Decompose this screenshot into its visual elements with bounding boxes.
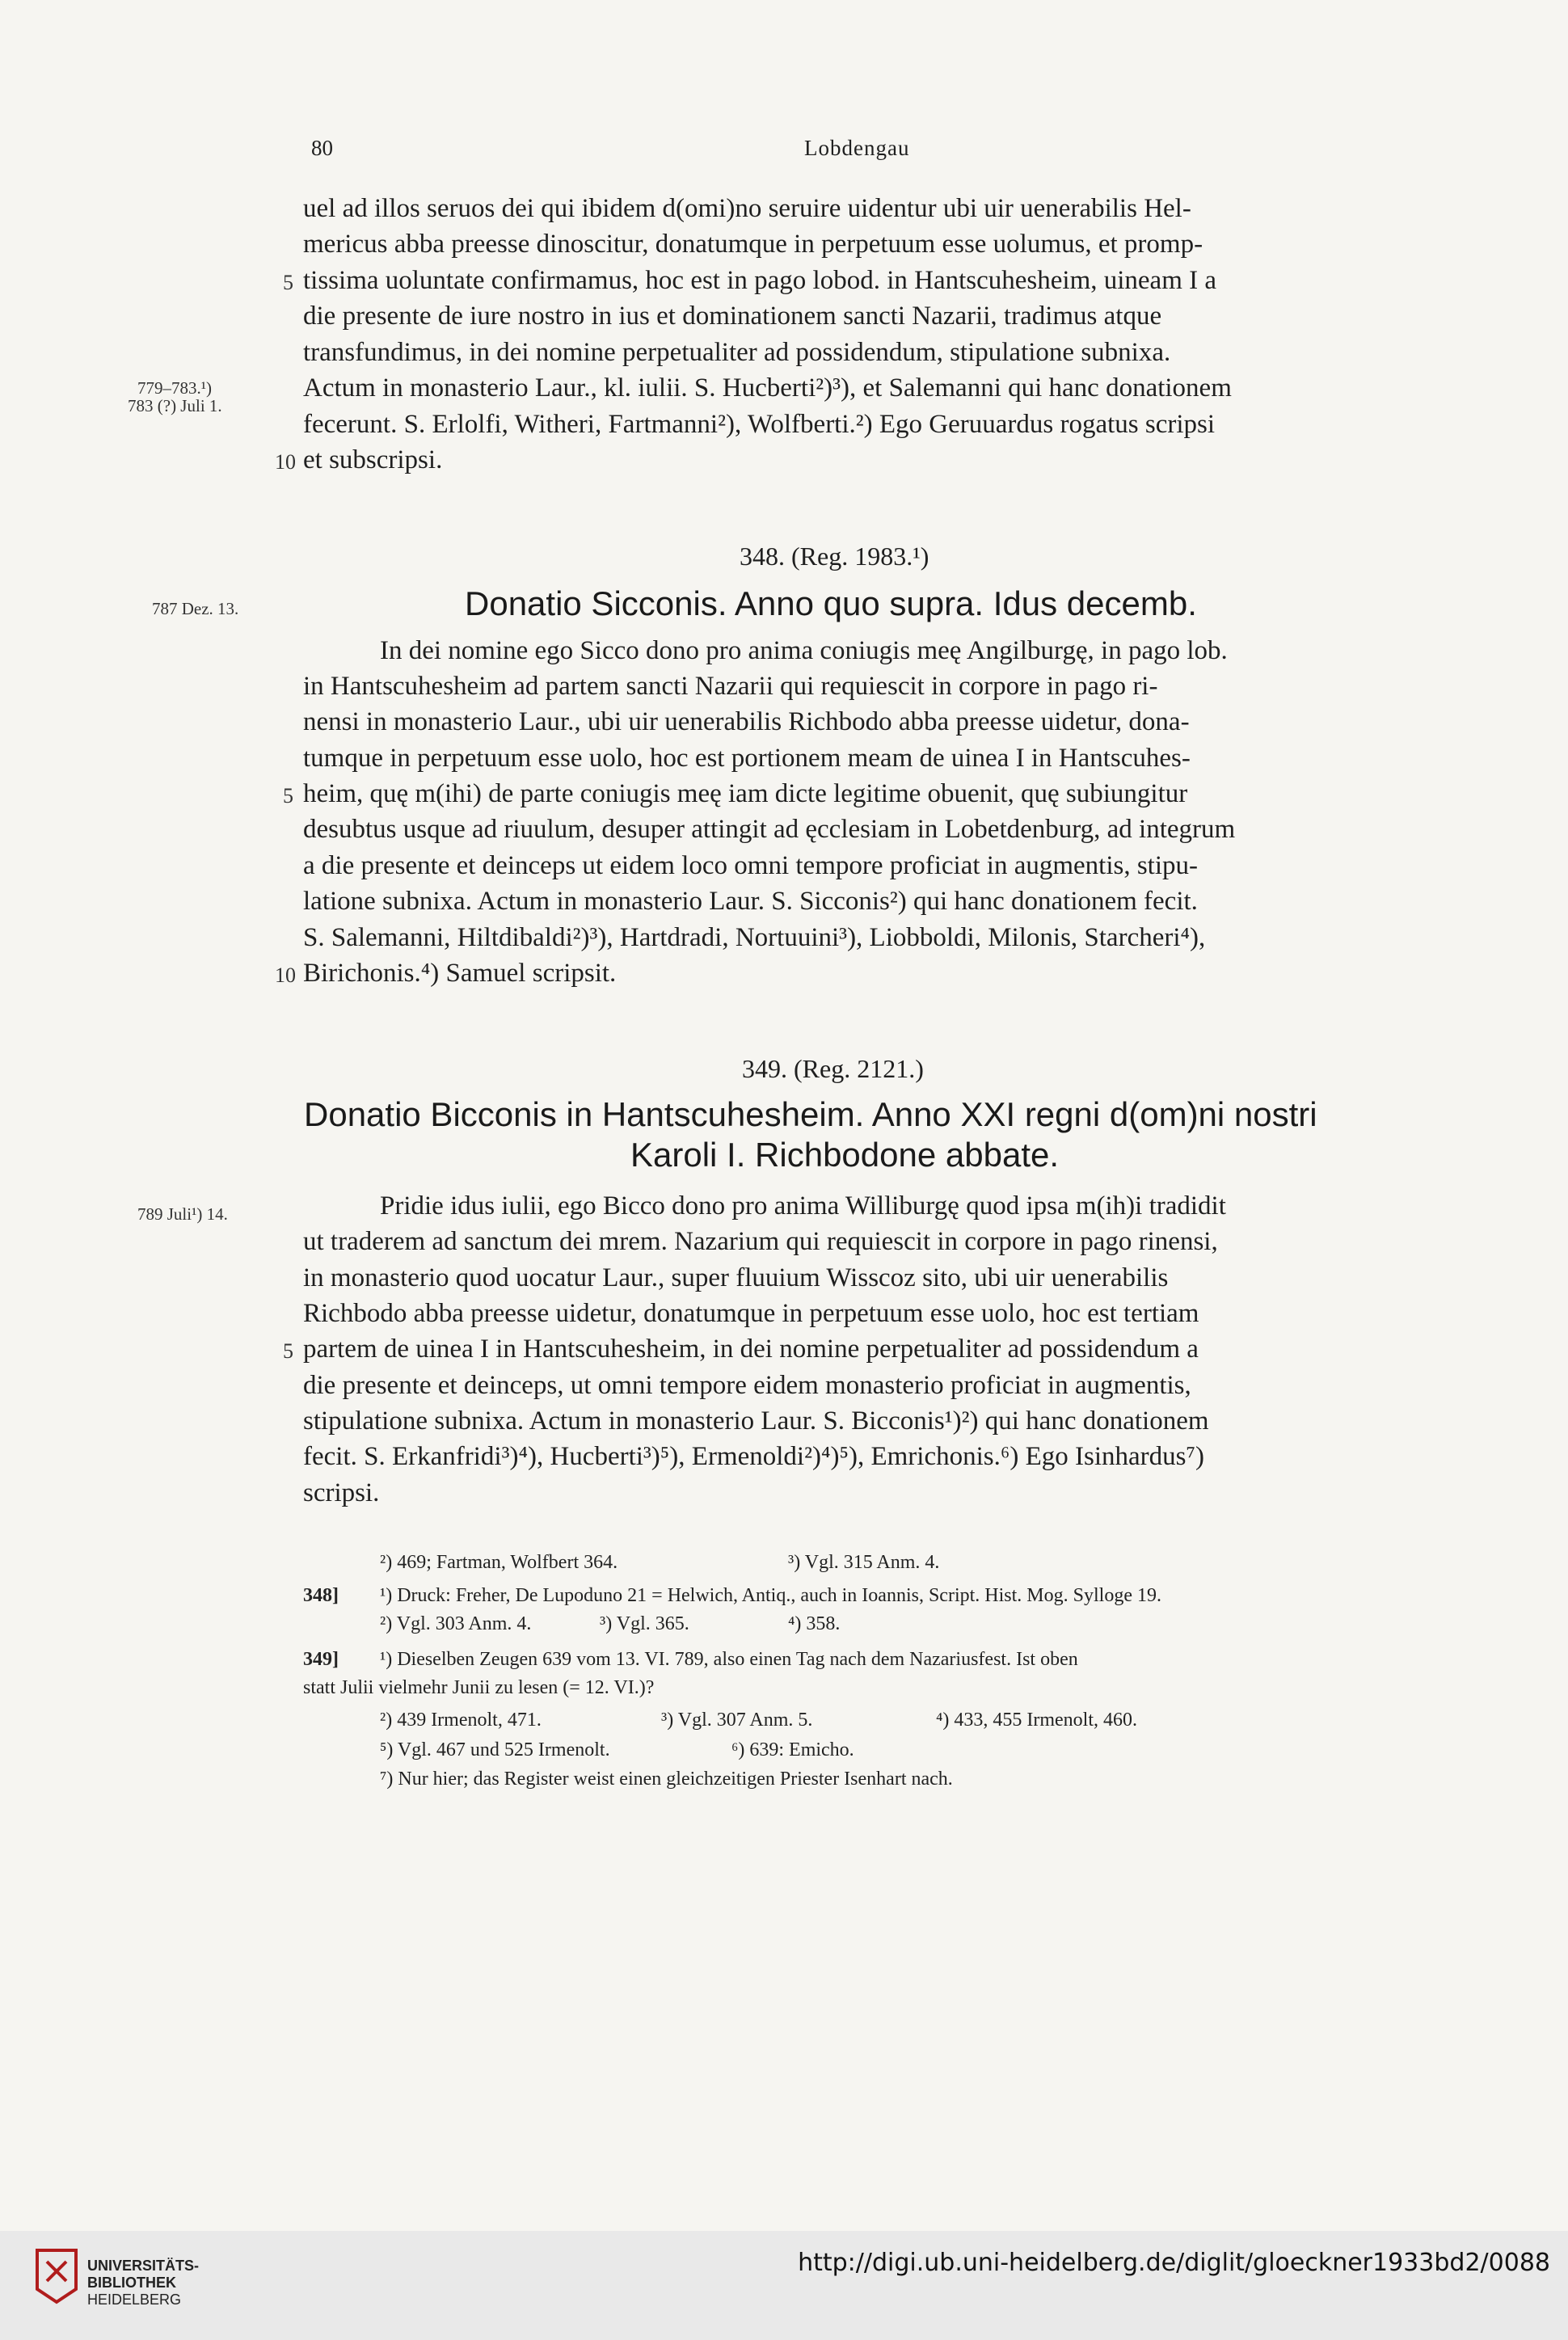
footnote-349-1-cont: statt Julii vielmehr Junii zu lesen (= 12. VI.)? <box>303 1677 655 1698</box>
footnote-intro-3: ³) Vgl. 315 Anm. 4. <box>788 1552 940 1573</box>
margin-note-349: 789 Juli¹) 14. <box>137 1204 228 1224</box>
library-name-line-2: BIBLIOTHEK <box>87 2275 176 2291</box>
charter-349-line: partem de uinea I in Hantscuhesheim, in dei nomine perpetualiter ad possidendum a <box>303 1334 1199 1364</box>
charter-349-title-line-1: Donatio Bicconis in Hantscuhesheim. Anno XXI regni d(om)ni nostri <box>304 1095 1317 1133</box>
intro-line: uel ad illos seruos dei qui ibidem d(omi)no seruire uidentur ubi uir uenerabilis Hel- <box>303 194 1191 223</box>
intro-line: die presente de iure nostro in ius et dominationem sancti Nazarii, tradimus atque <box>303 301 1162 331</box>
footnote-349-3: ³) Vgl. 307 Anm. 5. <box>661 1710 813 1731</box>
charter-348-line: In dei nomine ego Sicco dono pro anima coniugis meę Angilburgę, in pago lob. <box>380 636 1228 665</box>
library-name <box>87 2258 199 2308</box>
footnote-label-349: 349] <box>303 1649 339 1670</box>
charter-348-title: Donatio Sicconis. Anno quo supra. Idus decemb. <box>465 584 1197 622</box>
page-number: 80 <box>311 136 333 160</box>
charter-348-line: in Hantscuhesheim ad partem sancti Nazarii qui requiescit in corpore in pago ri- <box>303 672 1158 701</box>
charter-349-line: stipulatione subnixa. Actum in monasterio Laur. S. Bicconis¹)²) qui hanc donationem <box>303 1406 1209 1436</box>
charter-349-line: Richbodo abba preesse uidetur, donatumque in perpetuum esse uolo, hoc est tertiam <box>303 1299 1199 1328</box>
line-number: 5 <box>283 271 293 294</box>
charter-348-number: 348. (Reg. 1983.¹) <box>740 542 929 571</box>
source-url-link[interactable]: http://digi.ub.uni-heidelberg.de/diglit/gloeckner1933bd2/0088 <box>798 2249 1550 2277</box>
intro-line: tissima uoluntate confirmamus, hoc est in pago lobod. in Hantscuhesheim, uineam I a <box>303 266 1217 295</box>
line-number: 5 <box>283 1339 293 1363</box>
footnote-label-348: 348] <box>303 1585 339 1606</box>
charter-348-line: Birichonis.⁴) Samuel scripsit. <box>303 959 617 988</box>
charter-348-line: latione subnixa. Actum in monasterio Laur. S. Sicconis²) qui hanc donationem fecit. <box>303 887 1198 916</box>
charter-349-line: die presente et deinceps, ut omni tempore eidem monasterio proficiat in augmentis, <box>303 1371 1191 1400</box>
margin-note-intro-2: 783 (?) Juli 1. <box>128 396 222 415</box>
line-number: 5 <box>283 784 293 807</box>
footnote-349-5: ⁵) Vgl. 467 und 525 Irmenolt. <box>380 1739 610 1760</box>
footnote-349-6: ⁶) 639: Emicho. <box>731 1739 854 1760</box>
charter-349-line: in monasterio quod uocatur Laur., super fluuium Wisscoz sito, ubi uir uenerabilis <box>303 1263 1169 1292</box>
footnote-intro-2: ²) 469; Fartman, Wolfbert 364. <box>380 1552 618 1573</box>
library-logo-icon <box>34 2247 79 2305</box>
charter-348-line: tumque in perpetuum esse uolo, hoc est portionem meam de uinea I in Hantscuhes- <box>303 744 1191 773</box>
intro-line: mericus abba preesse dinoscitur, donatumque in perpetuum esse uolumus, et promp- <box>303 230 1203 259</box>
footnote-348-4: ⁴) 358. <box>788 1613 841 1634</box>
footnote-348-3: ³) Vgl. 365. <box>600 1613 689 1634</box>
charter-349-line: fecit. S. Erkanfridi³)⁴), Hucberti³)⁵), Ermenoldi²)⁴)⁵), Emrichonis.⁶) Ego Isinhardus⁷) <box>303 1442 1204 1471</box>
intro-line: transfundimus, in dei nomine perpetualiter ad possidendum, stipulatione subnixa. <box>303 338 1171 367</box>
charter-348-line: nensi in monasterio Laur., ubi uir uenerabilis Richbodo abba preesse uidetur, dona- <box>303 707 1190 736</box>
line-number: 10 <box>275 963 296 987</box>
running-title: Lobdengau <box>804 136 910 160</box>
charter-348-line: a die presente et deinceps ut eidem loco omni tempore proficiat in augmentis, stipu- <box>303 851 1198 880</box>
charter-348-line: S. Salemanni, Hiltdibaldi²)³), Hartdradi, Nortuuini³), Liobboldi, Milonis, Starcheri⁴), <box>303 923 1206 952</box>
line-number: 10 <box>275 450 296 474</box>
charter-348-line: desubtus usque ad riuulum, desuper attingit ad ęcclesiam in Lobetdenburg, ad integrum <box>303 815 1236 844</box>
library-name-line-3: HEIDELBERG <box>87 2292 182 2308</box>
footnote-349-1: ¹) Dieselben Zeugen 639 vom 13. VI. 789, also einen Tag nach dem Nazariusfest. Ist oben <box>380 1649 1078 1670</box>
charter-349-line: ut traderem ad sanctum dei mrem. Nazarium qui requiescit in corpore in pago rinensi, <box>303 1227 1218 1256</box>
intro-line: Actum in monasterio Laur., kl. iulii. S. Hucberti²)³), et Salemanni qui hanc donationem <box>303 373 1232 403</box>
footnote-348-2: ²) Vgl. 303 Anm. 4. <box>380 1613 532 1634</box>
margin-note-348: 787 Dez. 13. <box>152 599 239 618</box>
footnote-349-4: ⁴) 433, 455 Irmenolt, 460. <box>936 1710 1137 1731</box>
footnote-349-2: ²) 439 Irmenolt, 471. <box>380 1710 542 1731</box>
charter-349-line: Pridie idus iulii, ego Bicco dono pro anima Williburgę quod ipsa m(ih)i tradidit <box>380 1191 1226 1221</box>
intro-line: et subscripsi. <box>303 445 443 474</box>
margin-note-intro-1: 779–783.¹) <box>137 378 213 398</box>
charter-348-line: heim, quę m(ihi) de parte coniugis meę iam dicte legitime obuenit, quę subiungitur <box>303 779 1188 808</box>
charter-349-title-line-2: Karoli I. Richbodone abbate. <box>630 1136 1060 1174</box>
charter-349-number: 349. (Reg. 2121.) <box>742 1054 924 1083</box>
charter-349-line: scripsi. <box>303 1478 380 1507</box>
footer-bar <box>0 2231 1568 2340</box>
intro-line: fecerunt. S. Erlolfi, Witheri, Fartmanni²), Wolfberti.²) Ego Geruuardus rogatus scripsi <box>303 410 1216 439</box>
footnote-348-1: ¹) Druck: Freher, De Lupoduno 21 = Helwich, Antiq., auch in Ioannis, Script. Hist. Mog. Sylloge 19. <box>380 1585 1161 1606</box>
footnote-349-7: ⁷) Nur hier; das Register weist einen gleichzeitigen Priester Isenhart nach. <box>380 1769 953 1790</box>
library-name-line-1: UNIVERSITÄTS- <box>87 2258 200 2274</box>
